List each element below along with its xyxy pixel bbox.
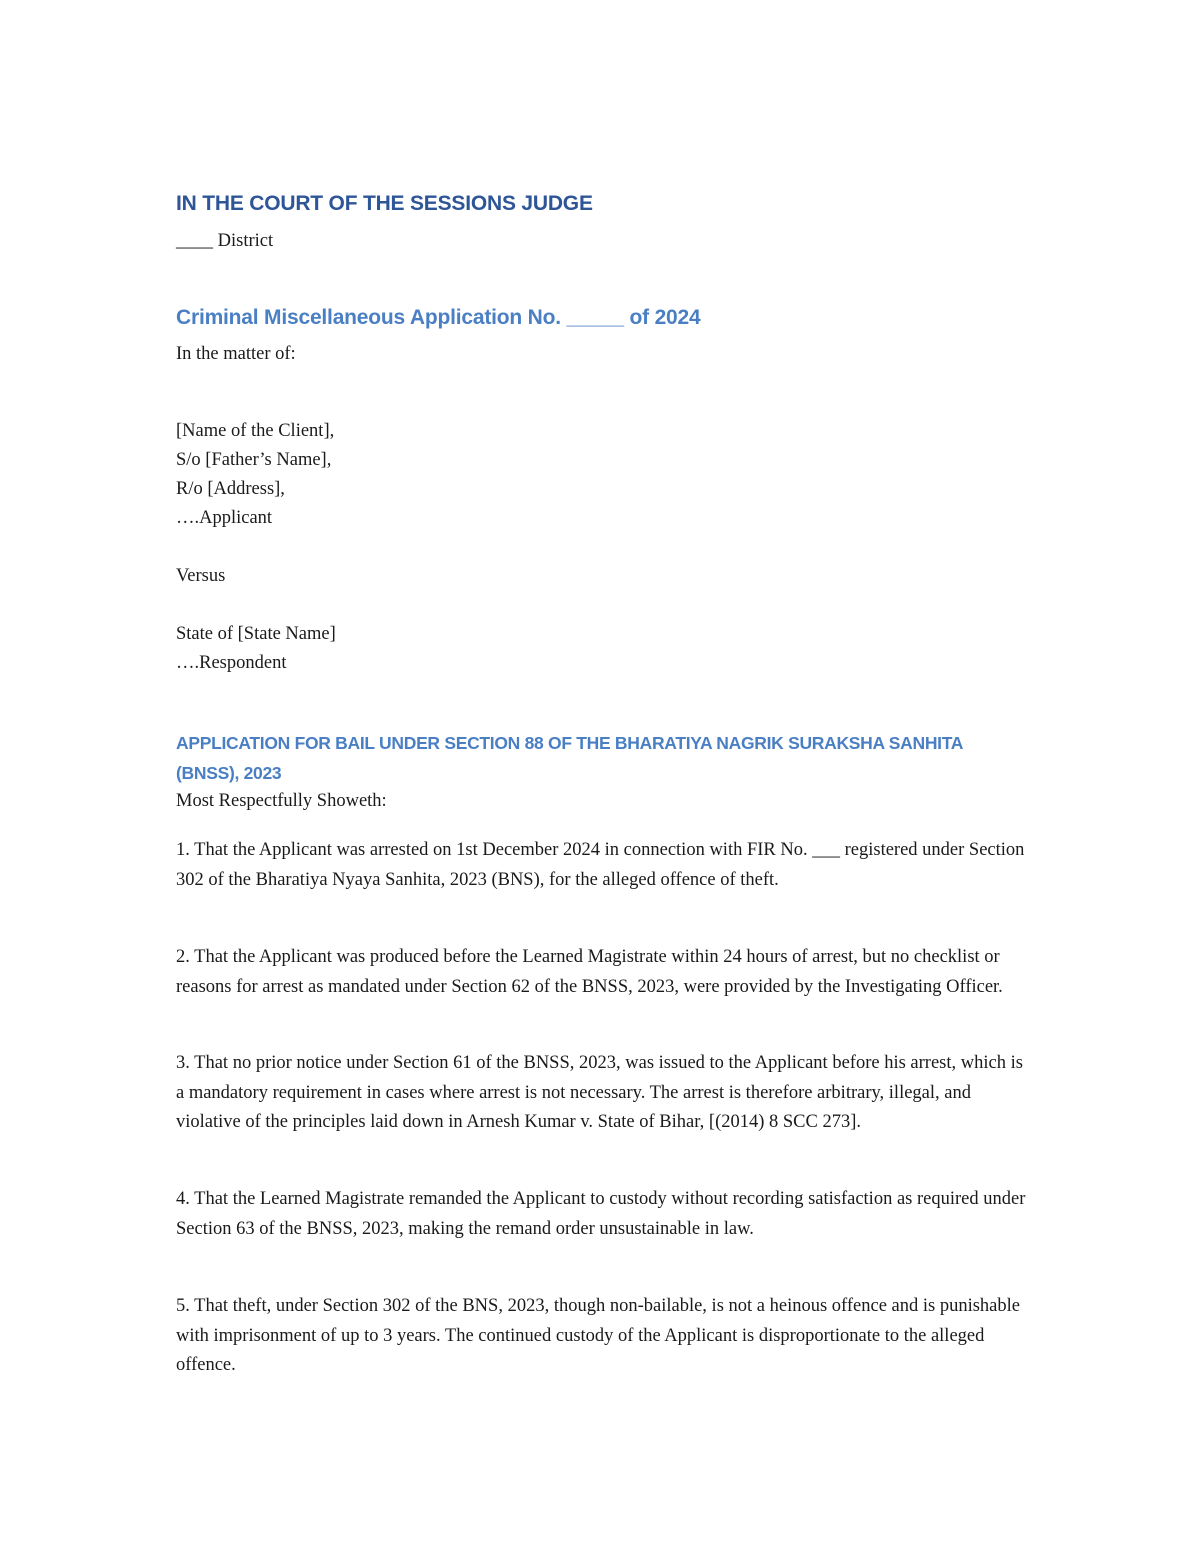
applicant-name: [Name of the Client], [176,421,335,441]
paragraph-4: 4. That the Learned Magistrate remanded the Applicant to custody without recording satisfaction as required under Section 63 of the BNSS, 2023, making the remand order unsustainable in law. [176,1189,1026,1239]
versus-label: Versus [176,566,226,586]
most-respectfully-showeth: Most Respectfully Showeth: [176,791,387,811]
respondent-state: State of [State Name] [176,624,336,644]
court-title: IN THE COURT OF THE SESSIONS JUDGE [176,192,593,215]
application-number-heading: Criminal Miscellaneous Application No. _____ of 2024 [176,306,701,329]
bail-application-heading: APPLICATION FOR BAIL UNDER SECTION 88 OF THE BHARATIYA NAGRIK SURAKSHA SANHITA (BNSS), 2023 [176,733,963,783]
applicant-role: ….Applicant [176,508,273,528]
in-the-matter-of: In the matter of: [176,344,296,364]
applicant-address: R/o [Address], [176,479,285,499]
paragraph-2: 2. That the Applicant was produced before the Learned Magistrate within 24 hours of arrest, but no checklist or reasons for arrest as mandated under Section 62 of the BNSS, 2023, were provided by the Investigating Officer. [176,947,1003,997]
paragraph-5: 5. That theft, under Section 302 of the BNS, 2023, though non-bailable, is not a heinous offence and is punishable with imprisonment of up to 3 years. The continued custody of the Applicant is disproportionate to the alleged offence. [176,1296,1020,1375]
paragraph-1: 1. That the Applicant was arrested on 1st December 2024 in connection with FIR No. ___ registered under Section 302 of the Bharatiya Nyaya Sanhita, 2023 (BNS), for the alleged offence of theft. [176,840,1025,890]
district-line: ____ District [176,231,274,251]
applicant-father: S/o [Father’s Name], [176,450,332,470]
respondent-role: ….Respondent [176,653,287,673]
paragraph-3: 3. That no prior notice under Section 61 of the BNSS, 2023, was issued to the Applicant before his arrest, which is a mandatory requirement in cases where arrest is not necessary. The arrest is therefore arbitrary, illegal, and violative of the principles laid down in Arnesh Kumar v. State of Bihar, [(2014) 8 SCC 273]. [176,1053,1023,1132]
